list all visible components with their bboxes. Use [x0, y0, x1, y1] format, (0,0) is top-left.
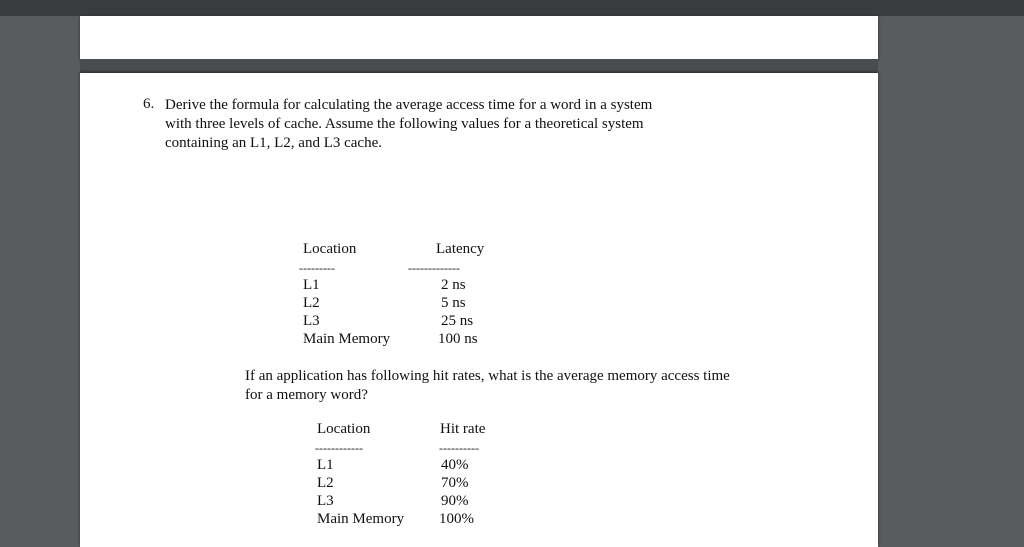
hitrate-row-location: L2 — [317, 475, 334, 491]
hitrate-row-location: Main Memory — [317, 511, 405, 527]
question-line: with three levels of cache. Assume the following values for a theoretical system — [165, 116, 644, 132]
hitrate-row-value: 70% — [441, 475, 469, 491]
latency-row-location: L2 — [303, 295, 320, 311]
hitrate-row-value: 100% — [439, 511, 474, 527]
hitrate-divider-hitrate: ---------- — [439, 441, 479, 455]
question-text — [165, 96, 705, 153]
page-gap — [80, 59, 878, 73]
question-line: containing an L1, L2, and L3 cache. — [165, 135, 383, 151]
latency-row-value: 2 ns — [441, 277, 466, 293]
latency-row-value: 100 ns — [438, 331, 478, 347]
follow-up-line: If an application has following hit rates, what is the average memory access time — [245, 368, 730, 384]
hitrate-divider-location: ------------ — [315, 441, 363, 455]
hitrate-header-location: Location — [317, 421, 371, 437]
hitrate-header-hitrate: Hit rate — [440, 421, 486, 437]
latency-row-value: 25 ns — [441, 313, 474, 329]
latency-row-location: Main Memory — [303, 331, 391, 347]
follow-up-line: for a memory word? — [245, 387, 368, 403]
latency-header-latency: Latency — [436, 241, 485, 257]
hitrate-row-location: L1 — [317, 457, 334, 473]
latency-row-location: L1 — [303, 277, 320, 293]
hitrate-row-location: L3 — [317, 493, 334, 509]
follow-up-text — [245, 367, 805, 405]
latency-divider-latency: ------------- — [408, 261, 460, 275]
latency-divider-location: --------- — [299, 261, 335, 275]
latency-header-location: Location — [303, 241, 357, 257]
viewer-toolbar — [0, 0, 1024, 16]
hitrate-row-value: 40% — [441, 457, 469, 473]
hitrate-row-value: 90% — [441, 493, 469, 509]
latency-row-value: 5 ns — [441, 295, 466, 311]
previous-page — [80, 16, 878, 59]
question-line: Derive the formula for calculating the average access time for a word in a system — [165, 97, 653, 113]
question-number: 6. — [143, 96, 155, 112]
latency-row-location: L3 — [303, 313, 320, 329]
